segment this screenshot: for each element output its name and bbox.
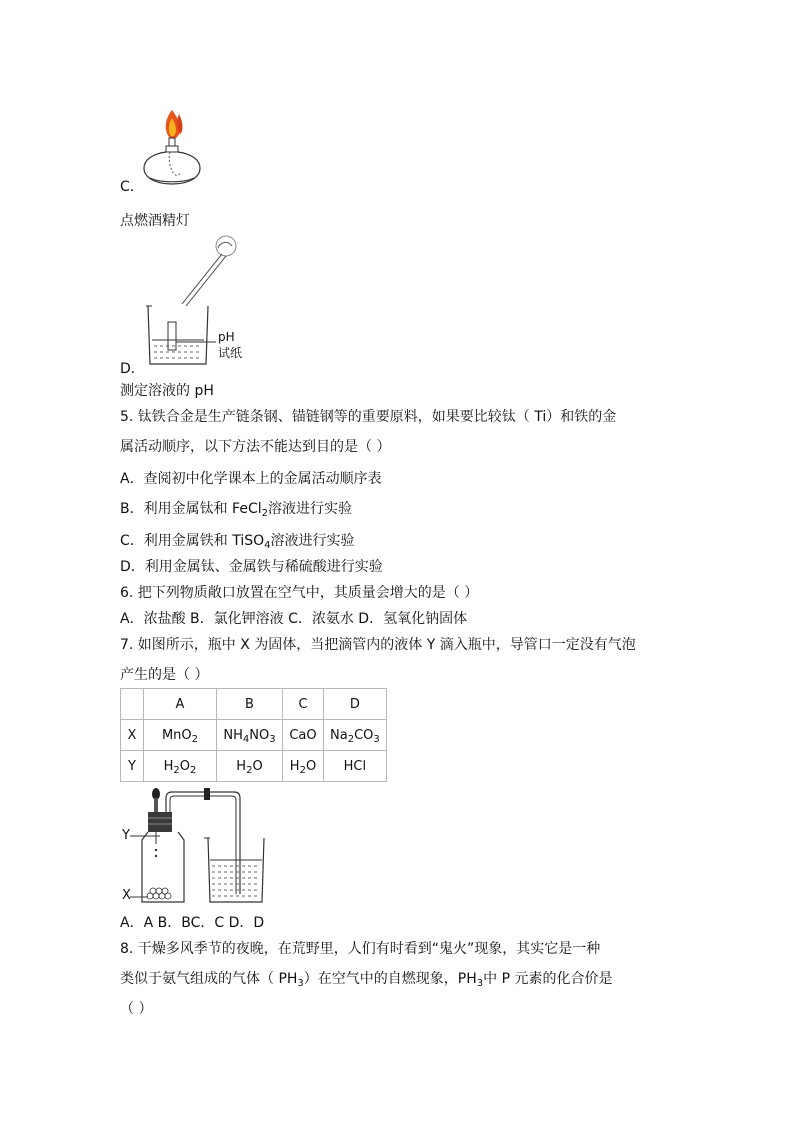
q5-option-b: B．利用金属钛和 FeCl$_2$溶液进行实验 [120, 501, 352, 519]
table-cell: $H_2O$ [283, 751, 324, 782]
q5-option-a: A．查阅初中化学课本上的金属活动顺序表 [120, 471, 382, 487]
row-label-x: X [121, 720, 144, 751]
q7-stem-line1: 7. 如图所示，瓶中 X 为固体，当把滴管内的液体 Y 滴入瓶中，导管口一定没有气泡 [120, 637, 636, 653]
q4-option-d-letter: D． [120, 361, 145, 377]
q5-stem-line2: 属活动顺序，以下方法不能达到目的是（ ） [120, 439, 391, 455]
figure-label-y: Y [122, 828, 130, 843]
q5-stem-line1: 5. 钛铁合金是生产链条钢、锚链钢等的重要原料，如果要比较钛（ Ti）和铁的金 [120, 409, 617, 425]
table-row [121, 689, 387, 720]
table-cell: $NH_4NO_3$ [217, 720, 283, 751]
q4-option-d-caption: 测定溶液的 pH [120, 383, 214, 399]
gas-bubble-apparatus-figure [120, 786, 270, 906]
figure-label-x: X [122, 888, 131, 903]
table-cell: $Na_2CO_3$ [324, 720, 387, 751]
table-header-cell: C [283, 689, 324, 720]
table-row [121, 720, 387, 751]
q4-option-c-letter: C． [120, 179, 144, 195]
table-row [121, 751, 387, 782]
table-cell: MnO$_2$ [144, 720, 217, 751]
ph-label: pH [218, 330, 235, 344]
q6-stem: 6. 把下列物质敞口放置在空气中，其质量会增大的是（ ） [120, 585, 479, 601]
q5-option-d: D．利用金属钛、金属铁与稀硫酸进行实验 [120, 559, 383, 575]
q8-stem-line3: （ ） [120, 1001, 153, 1017]
q7-stem-line2: 产生的是（ ） [120, 667, 209, 683]
table-cell: HCl [324, 751, 387, 782]
q4-option-c-caption: 点燃酒精灯 [120, 213, 190, 229]
table-cell: $H_2O_2$ [144, 751, 217, 782]
q6-options: A．浓盐酸 B．氯化钾溶液 C．浓氨水 D．氢氧化钠固体 [120, 611, 468, 627]
q8-stem-line1: 8. 干燥多风季节的夜晚，在荒野里，人们有时看到“鬼火”现象，其实它是一种 [120, 941, 601, 957]
table-header-cell [121, 689, 144, 720]
table-header-cell: B [217, 689, 283, 720]
table-header-cell: D [324, 689, 387, 720]
row-label-y: Y [121, 751, 144, 782]
q7-options: A．A B．BC．C D．D [120, 915, 265, 931]
table-cell: CaO [283, 720, 324, 751]
table-cell: $H_2O$ [217, 751, 283, 782]
table-header-cell: A [144, 689, 217, 720]
q8-stem-line2: 类似于氨气组成的气体（ $PH_3$）在空气中的自燃现象，$PH_3$中 P 元素的化合价是 [120, 971, 613, 989]
q5-option-c: C．利用金属铁和 TiSO$_4$溶液进行实验 [120, 533, 355, 551]
test-paper-label: 试纸 [218, 346, 243, 360]
alcohol-lamp-figure [140, 104, 210, 189]
q7-table [120, 688, 387, 782]
